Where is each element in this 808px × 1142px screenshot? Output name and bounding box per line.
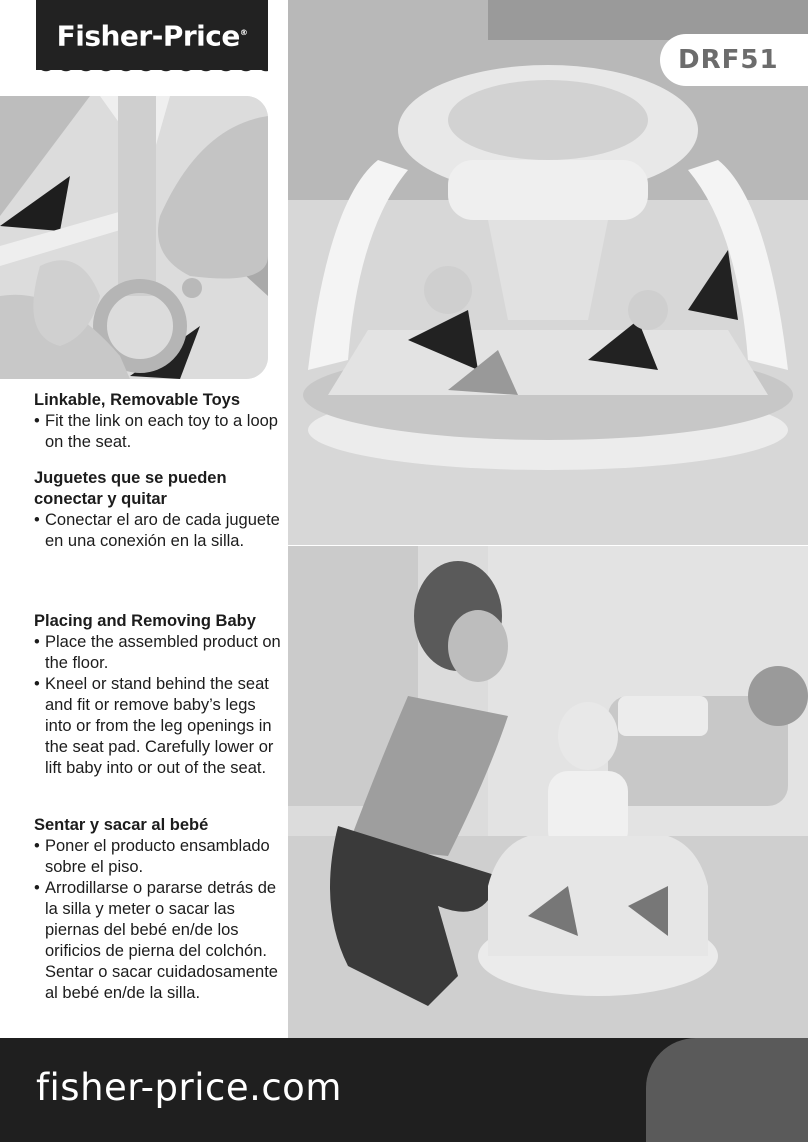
section-heading: Linkable, Removable Toys <box>34 391 241 409</box>
section-heading: Placing and Removing Baby <box>34 612 256 630</box>
website-url[interactable]: fisher-price.com <box>36 1066 342 1109</box>
logo-registered-mark: ® <box>239 28 248 37</box>
toys-section-spanish <box>34 468 284 552</box>
bullet-list <box>34 836 284 1004</box>
bullet-list <box>34 632 284 779</box>
footer-bar <box>0 1038 808 1142</box>
bullet-item: • Poner el producto ensamblado sobre el piso. <box>34 836 284 878</box>
placing-baby-section-english <box>34 611 284 779</box>
bullet-item: • Kneel or stand behind the seat and fit or remove baby’s legs into or from the leg openings in the seat pad. Carefully lower or lift baby into or out of the seat. <box>34 674 284 779</box>
placing-baby-section-spanish <box>34 815 284 1004</box>
bullet-item: • Fit the link on each toy to a loop on the seat. <box>34 411 284 453</box>
toy-link-photo <box>0 96 268 379</box>
bullet-list <box>34 411 284 453</box>
footer-corner-tab <box>646 1038 808 1142</box>
bullet-list <box>34 510 284 552</box>
model-number-badge: DRF51 <box>660 34 808 86</box>
section-heading: Juguetes que se pueden conectar y quitar <box>34 469 227 508</box>
bullet-item: • Arrodillarse o pararse detrás de la silla y meter o sacar las piernas del bebé en/de los orificios de pierna del colchón. Sentar o sacar cuidadosamente al bebé en/de la silla. <box>34 878 284 1004</box>
fisher-price-logo <box>36 0 268 70</box>
section-heading: Sentar y sacar al bebé <box>34 816 209 834</box>
bullet-item: • Place the assembled product on the floor. <box>34 632 284 674</box>
logo-text: Fisher-Price <box>56 19 240 53</box>
bullet-item: • Conectar el aro de cada juguete en una conexión en la silla. <box>34 510 284 552</box>
mother-placing-baby-photo <box>288 546 808 1038</box>
toys-section-english <box>34 390 284 453</box>
